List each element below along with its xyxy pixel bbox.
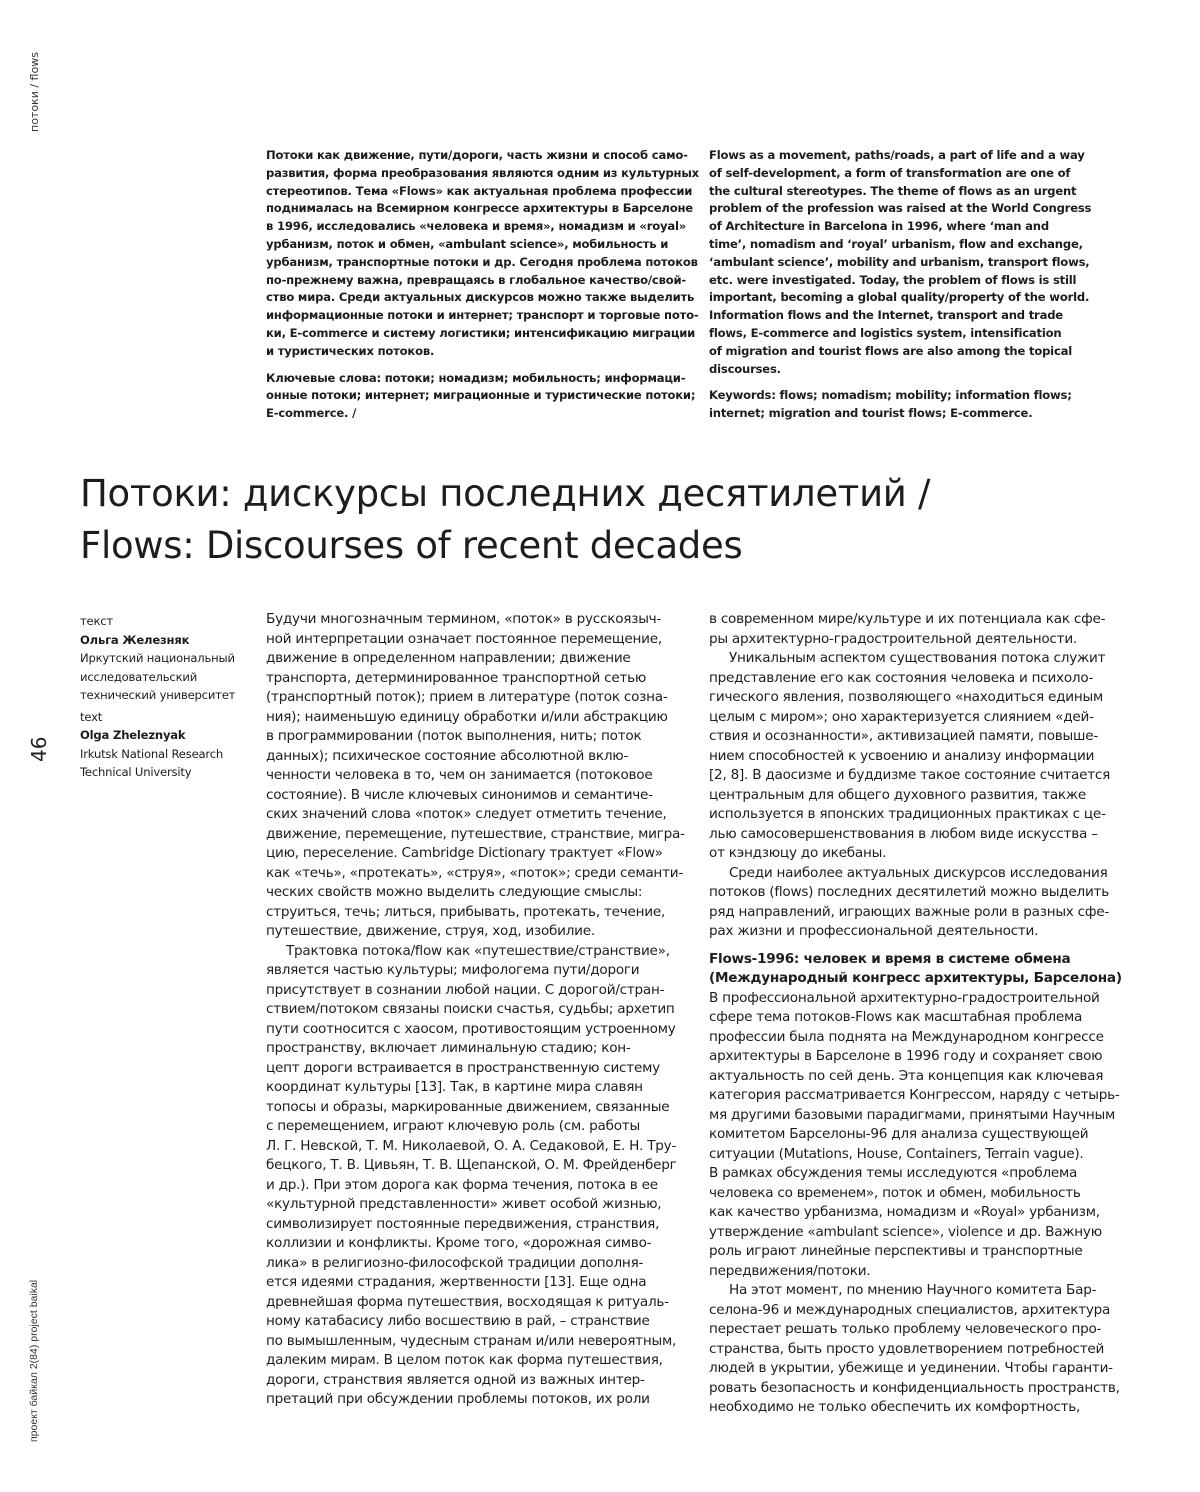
text-line: ство мира. Среди актуальных дискурсов можно также выделить xyxy=(266,289,699,307)
journal-footer: проект байкал 2(84) project baikal xyxy=(28,1280,40,1442)
text-line: архитектуры в Барселоне в 1996 году и сохраняет свою xyxy=(709,1047,1122,1067)
text-line: по-прежнему важна, превращаясь в глобальное качество/свой- xyxy=(266,272,699,290)
paragraph xyxy=(709,989,1122,1282)
text-line: поднималась на Всемирном конгрессе архитектуры в Барселоне xyxy=(266,200,699,218)
text-line: ческих свойств можно выделить следующие смыслы: xyxy=(266,883,685,903)
text-line: E-commerce. / xyxy=(266,405,699,423)
paragraph xyxy=(709,1281,1122,1418)
text-line: по вымышленным, чудесным странам и/или невероятным, xyxy=(266,1332,685,1352)
abstract-en xyxy=(709,147,1091,423)
section-heading xyxy=(709,950,1122,989)
text-line: далеким мирам. В целом поток как форма путешествия, xyxy=(266,1351,685,1371)
text-line: людей в укрытии, убежище и уединении. Чтобы гаранти- xyxy=(709,1359,1122,1379)
paragraph xyxy=(709,864,1122,942)
text-line: актуальность по сей день. Эта концепция как ключевая xyxy=(709,1067,1122,1087)
text-line: древнейшая форма путешествия, восходящая к ритуаль- xyxy=(266,1293,685,1313)
title-en: Flows: Discourses of recent decades xyxy=(80,520,930,572)
text-line: ситуации (Mutations, House, Containers, Terrain vague). xyxy=(709,1145,1122,1165)
text-line: урбанизм, транспортные потоки и др. Сегодня проблема потоков xyxy=(266,254,699,272)
text-line: Information flows and the Internet, transport and trade xyxy=(709,307,1091,325)
text-line: Ключевые слова: потоки; номадизм; мобильность; информаци- xyxy=(266,370,699,388)
text-line: Трактовка потока/flow как «путешествие/странствие», xyxy=(266,942,685,962)
text-line: центральным для общего духовного развития, также xyxy=(709,786,1122,806)
text-line: онные потоки; интернет; миграционные и туристические потоки; xyxy=(266,387,699,405)
text-line: состояние). В числе ключевых синонимов и семантиче- xyxy=(266,786,685,806)
text-line: роль играют линейные перспективы и транспортные xyxy=(709,1242,1122,1262)
author-block xyxy=(80,612,235,782)
text-line: цепт дороги встраивается в пространственную систему xyxy=(266,1059,685,1079)
abstract-ru-text xyxy=(266,147,699,361)
text-line: от кэндзюцу до икебаны. xyxy=(709,844,1122,864)
abstract-ru xyxy=(266,147,699,423)
text-line: «культурной представленности» живет особой жизнью, xyxy=(266,1195,685,1215)
text-line: коллизии и конфликты. Кроме того, «дорожная симво- xyxy=(266,1234,685,1254)
text-line: перестает решать только проблему человеческого про- xyxy=(709,1320,1122,1340)
text-line: в программировании (поток выполнения, нить; поток xyxy=(266,727,685,747)
text-line: Flows-1996: человек и время в системе обмена xyxy=(709,950,1122,970)
text-line: рах жизни и профессиональной деятельности. xyxy=(709,922,1122,942)
author-affiliation-ru xyxy=(80,649,235,705)
text-line: является частью культуры; мифологема пути/дороги xyxy=(266,961,685,981)
text-line: [2, 8]. В даосизме и буддизме такое состояние считается xyxy=(709,766,1122,786)
text-line: ских значений слова «поток» следует отметить течение, xyxy=(266,805,685,825)
text-line: time’, nomadism and ‘royal’ urbanism, flow and exchange, xyxy=(709,236,1091,254)
text-line: В профессиональной архитектурно-градостроительной xyxy=(709,989,1122,1009)
text-line: Л. Г. Невской, Т. М. Николаевой, О. А. Седаковой, Е. Н. Тру- xyxy=(266,1137,685,1157)
text-line: ры архитектурно-градостроительной деятельности. xyxy=(709,630,1122,650)
page-number: 46 xyxy=(27,737,51,762)
text-line: ной интерпретации означает постоянное перемещение, xyxy=(266,630,685,650)
text-line: потоков (flows) последних десятилетий можно выделить xyxy=(709,883,1122,903)
text-line: ченности человека в то, чем он занимается (потоковое xyxy=(266,766,685,786)
text-line: of Architecture in Barcelona in 1996, where ‘man and xyxy=(709,218,1091,236)
text-line: Technical University xyxy=(80,763,235,782)
text-line: нием способностей к усвоению и анализу информации xyxy=(709,747,1122,767)
text-line: транспорта, детерминированное транспортной сетью xyxy=(266,669,685,689)
author-name-en: Olga Zheleznyak xyxy=(80,726,235,745)
text-line: пути соотносится с хаосом, противостоящим устроенному xyxy=(266,1020,685,1040)
text-line: гического явления, позволяющего «находиться единым xyxy=(709,688,1122,708)
text-line: селона-96 и международных специалистов, архитектура xyxy=(709,1301,1122,1321)
text-line: Потоки как движение, пути/дороги, часть жизни и способ само- xyxy=(266,147,699,165)
keywords-ru xyxy=(266,370,699,423)
text-line: технический университет xyxy=(80,686,235,705)
text-line: of self-development, a form of transformation are one of xyxy=(709,165,1091,183)
text-line: пространству, включает лиминальную стадию; кон- xyxy=(266,1039,685,1059)
text-line: движение в определенном направлении; движение xyxy=(266,649,685,669)
text-line: Уникальным аспектом существования потока служит xyxy=(709,649,1122,669)
text-line: бецкого, Т. В. Цивьян, Т. В. Щепанской, О. М. Фрейденберг xyxy=(266,1156,685,1176)
text-line: целым с миром»; оно характеризуется слиянием «дей- xyxy=(709,708,1122,728)
text-line: Keywords: flows; nomadism; mobility; information flows; xyxy=(709,387,1091,405)
text-line: (транспортный поток); прием в литературе (поток созна- xyxy=(266,688,685,708)
text-line: и туристических потоков. xyxy=(266,343,699,361)
text-line: передвижения/потоки. xyxy=(709,1262,1122,1282)
text-line: путешествие, движение, струя, ход, изобилие. xyxy=(266,922,685,942)
text-line: the cultural stereotypes. The theme of flows as an urgent xyxy=(709,183,1091,201)
author-name-ru: Ольга Железняк xyxy=(80,631,235,650)
text-line: топосы и образы, маркированные движением, связанные xyxy=(266,1098,685,1118)
author-label-ru: текст xyxy=(80,612,235,631)
text-line: ния); наименьшую единицу обработки и/или абстракцию xyxy=(266,708,685,728)
text-line: problem of the profession was raised at the World Congress xyxy=(709,200,1091,218)
text-line: мя другими базовыми парадигмами, принятыми Научным xyxy=(709,1106,1122,1126)
text-line: лика» в религиозно-философской традиции дополня- xyxy=(266,1254,685,1274)
text-line: данных); психическое состояние абсолютной вклю- xyxy=(266,747,685,767)
body-column-1 xyxy=(266,610,685,1410)
text-line: ствием/потоком связаны поиски счастья, судьбы; архетип xyxy=(266,1000,685,1020)
text-line: урбанизм, поток и обмен, «ambulant science», мобильность и xyxy=(266,236,699,254)
text-line: Будучи многозначным термином, «поток» в русскоязыч- xyxy=(266,610,685,630)
body-column-2 xyxy=(709,610,1122,1418)
author-label-en: text xyxy=(80,708,235,727)
text-line: необходимо не только обеспечить их комфортность, xyxy=(709,1398,1122,1418)
abstract-en-text xyxy=(709,147,1091,378)
author-affiliation-en xyxy=(80,745,235,782)
text-line: как качество урбанизма, номадизм и «Royal» урбанизм, xyxy=(709,1203,1122,1223)
text-line: ному катабасису либо восшествию в рай, – странствие xyxy=(266,1312,685,1332)
text-line: В рамках обсуждения темы исследуются «проблема xyxy=(709,1164,1122,1184)
text-line: ки, E-commerce и систему логистики; интенсификацию миграции xyxy=(266,325,699,343)
text-line: исследовательский xyxy=(80,668,235,687)
text-line: discourses. xyxy=(709,361,1091,379)
text-line: internet; migration and tourist flows; E-commerce. xyxy=(709,405,1091,423)
text-line: Irkutsk National Research xyxy=(80,745,235,764)
text-line: important, becoming a global quality/property of the world. xyxy=(709,289,1091,307)
text-line: сфере тема потоков-Flows как масштабная проблема xyxy=(709,1008,1122,1028)
text-line: претаций при обсуждении проблемы потоков, их роли xyxy=(266,1390,685,1410)
text-line: информационные потоки и интернет; транспорт и торговые пото- xyxy=(266,307,699,325)
text-line: Иркутский национальный xyxy=(80,649,235,668)
text-line: утверждение «ambulant science», violence и др. Важную xyxy=(709,1223,1122,1243)
text-line: Среди наиболее актуальных дискурсов исследования xyxy=(709,864,1122,884)
paragraph xyxy=(709,649,1122,864)
text-line: как «течь», «протекать», «струя», «поток»; среди семанти- xyxy=(266,864,685,884)
text-line: и др.). При этом дорога как форма течения, потока в ее xyxy=(266,1176,685,1196)
text-line: профессии была поднята на Международном конгрессе xyxy=(709,1028,1122,1048)
paragraph xyxy=(266,942,685,1410)
article-title xyxy=(80,468,930,572)
text-line: ется идеями страдания, жертвенности [13]. Еще одна xyxy=(266,1273,685,1293)
text-line: категория рассматривается Конгрессом, наряду с четырь- xyxy=(709,1086,1122,1106)
paragraph xyxy=(266,610,685,942)
text-line: присутствует в сознании любой нации. С дорогой/стран- xyxy=(266,981,685,1001)
text-line: Flows as a movement, paths/roads, a part of life and a way xyxy=(709,147,1091,165)
text-line: (Международный конгресс архитектуры, Барселона) xyxy=(709,969,1122,989)
text-line: струиться, течь; литься, прибывать, протекать, течение, xyxy=(266,903,685,923)
text-line: ряд направлений, играющих важные роли в разных сфе- xyxy=(709,903,1122,923)
text-line: ровать безопасность и конфиденциальность пространств, xyxy=(709,1379,1122,1399)
text-line: ‘ambulant science’, mobility and urbanism, transport flows, xyxy=(709,254,1091,272)
text-line: дороги, странствия является одной из важных интер- xyxy=(266,1371,685,1391)
text-line: flows, E-commerce and logistics system, intensification xyxy=(709,325,1091,343)
text-line: ствия и осознанности», активизацией памяти, повыше- xyxy=(709,727,1122,747)
text-line: цию, переселение. Cambridge Dictionary трактует «Flow» xyxy=(266,844,685,864)
text-line: странства, быть просто удовлетворением потребностей xyxy=(709,1340,1122,1360)
text-line: представление его как состояния человека и психоло- xyxy=(709,669,1122,689)
text-line: координат культуры [13]. Так, в картине мира славян xyxy=(266,1078,685,1098)
text-line: в 1996, исследовались «человека и время», номадизм и «royal» xyxy=(266,218,699,236)
text-line: символизирует постоянные передвижения, странствия, xyxy=(266,1215,685,1235)
keywords-en xyxy=(709,387,1091,423)
text-line: используется в японских традиционных практиках с це- xyxy=(709,805,1122,825)
text-line: etc. were investigated. Today, the problem of flows is still xyxy=(709,272,1091,290)
text-line: человека со временем», поток и обмен, мобильность xyxy=(709,1184,1122,1204)
text-line: стереотипов. Тема «Flows» как актуальная проблема профессии xyxy=(266,183,699,201)
text-line: комитетом Барселоны-96 для анализа существующей xyxy=(709,1125,1122,1145)
text-line: лью самосовершенствования в любом виде искусства – xyxy=(709,825,1122,845)
text-line: of migration and tourist flows are also among the topical xyxy=(709,343,1091,361)
text-line: На этот момент, по мнению Научного комитета Бар- xyxy=(709,1281,1122,1301)
text-line: развития, форма преобразования являются одним из культурных xyxy=(266,165,699,183)
running-head: потоки / flows xyxy=(28,52,41,132)
title-ru: Потоки: дискурсы последних десятилетий / xyxy=(80,468,930,520)
text-line: движение, перемещение, путешествие, странствие, мигра- xyxy=(266,825,685,845)
text-line: с перемещением, играют ключевую роль (см. работы xyxy=(266,1117,685,1137)
text-line: в современном мире/культуре и их потенциала как сфе- xyxy=(709,610,1122,630)
paragraph xyxy=(709,610,1122,649)
